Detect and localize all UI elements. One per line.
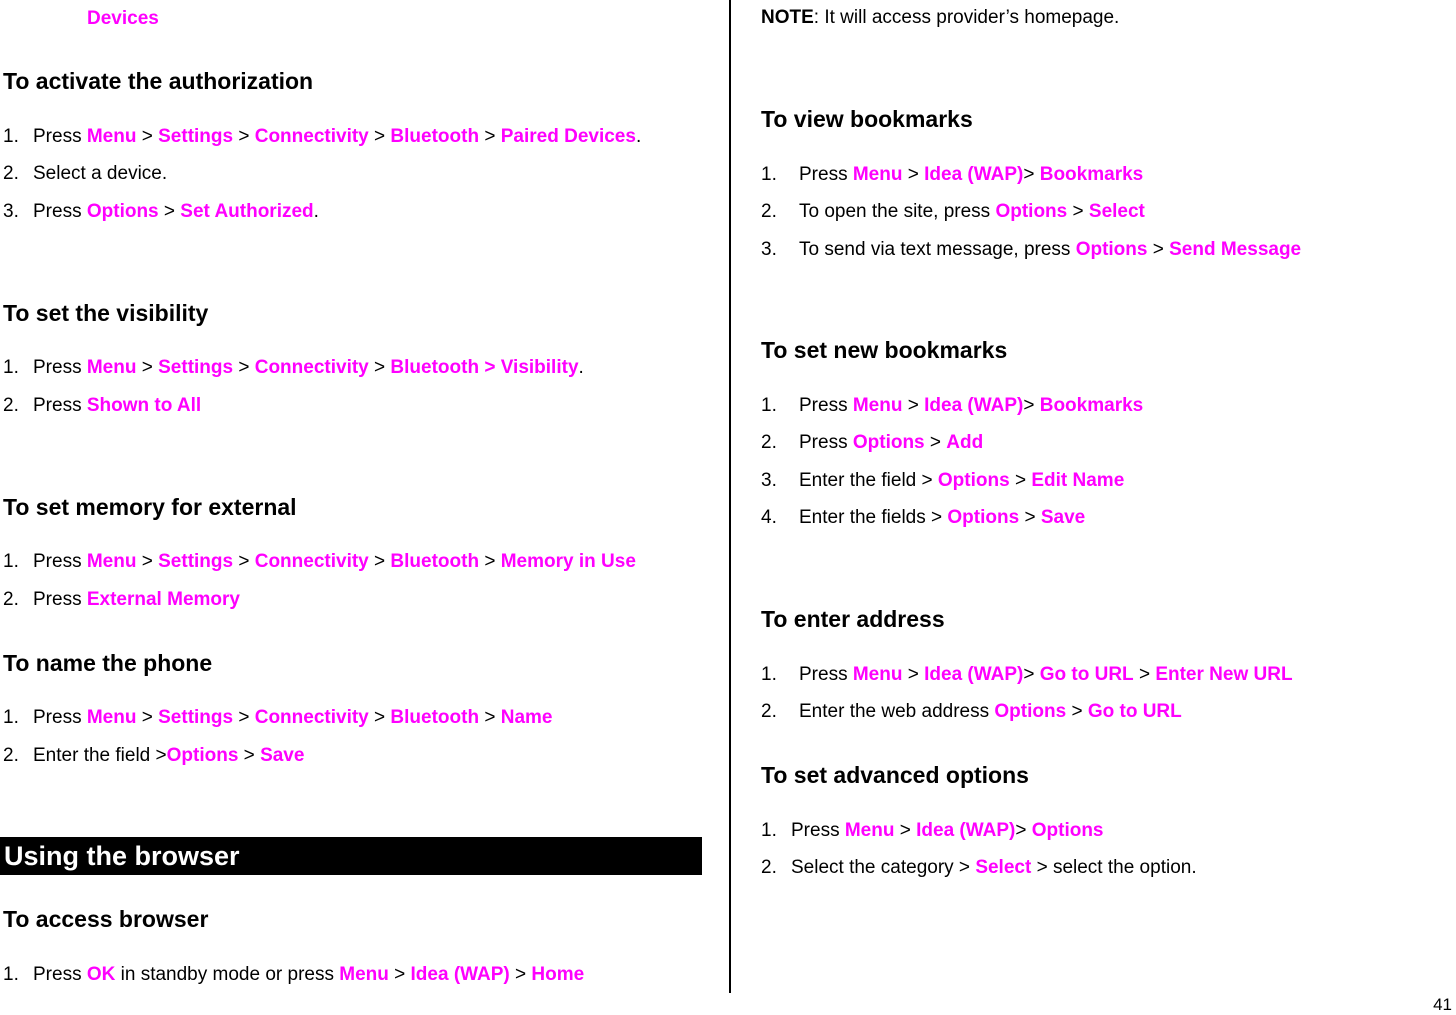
step-number: 3. [761, 239, 777, 260]
step-line [761, 201, 1145, 223]
menu-keyword: Menu [339, 964, 389, 985]
step-text: > [1067, 201, 1089, 222]
step-number: 2. [3, 745, 19, 766]
step-text: > [1023, 164, 1040, 185]
step-line [761, 857, 1197, 879]
section-title: To set memory for external [3, 494, 297, 520]
step-text: Press [33, 707, 87, 728]
menu-keyword: Go to URL [1087, 701, 1182, 722]
step-number: 1. [761, 664, 777, 685]
menu-keyword: Idea (WAP) [924, 395, 1024, 416]
page-number: 41 [1433, 995, 1452, 1014]
step-text: Press [33, 551, 87, 572]
menu-keyword: Select [975, 857, 1032, 878]
step-number: 2. [3, 395, 19, 416]
step-text: > [902, 664, 925, 685]
step-line [3, 745, 304, 767]
step-text: Press [33, 964, 87, 985]
menu-keyword: Bookmarks [1039, 395, 1144, 416]
step-text: > [1147, 239, 1170, 260]
menu-keyword: Idea (WAP) [924, 164, 1024, 185]
step-line [761, 507, 1085, 529]
step-text: Select a device. [33, 163, 168, 184]
step-line [3, 395, 201, 417]
step-number: 4. [761, 507, 777, 528]
menu-keyword: Idea (WAP) [410, 964, 510, 985]
menu-keyword: Bluetooth > Visibility [390, 357, 579, 378]
menu-keyword: Options [1075, 239, 1148, 260]
step-text: in standby mode or press [115, 964, 340, 985]
step-line [3, 357, 584, 379]
step-text: > [233, 551, 255, 572]
menu-keyword: Menu [86, 126, 137, 147]
step-text: > [368, 357, 391, 378]
step-line [761, 432, 983, 454]
menu-keyword: Menu [844, 820, 895, 841]
section-title: To set new bookmarks [761, 337, 1008, 363]
menu-keyword: Options [995, 201, 1068, 222]
step-text: > [136, 357, 159, 378]
step-line [761, 239, 1301, 261]
step-line [3, 126, 641, 148]
section-title: To set advanced options [761, 762, 1029, 788]
step-text: Press [791, 820, 845, 841]
step-number: 1. [761, 820, 777, 841]
section-title: To enter address [761, 606, 945, 632]
section-title: To activate the authorization [3, 68, 314, 94]
menu-keyword: Name [500, 707, 553, 728]
section-title: To access browser [3, 906, 209, 932]
menu-keyword: Bluetooth [390, 126, 480, 147]
step-text: > [1019, 507, 1041, 528]
menu-keyword: Menu [86, 707, 137, 728]
menu-keyword: Options [1031, 820, 1104, 841]
menu-keyword: Idea (WAP) [916, 820, 1016, 841]
step-line [761, 664, 1293, 686]
menu-keyword: Idea (WAP) [924, 664, 1024, 685]
menu-keyword: Options [852, 432, 925, 453]
step-text: > [233, 126, 255, 147]
menu-keyword: Set Authorized [180, 201, 314, 222]
step-text: Press [33, 589, 87, 610]
step-line [761, 701, 1182, 723]
step-number: 2. [761, 701, 777, 722]
step-line [761, 164, 1143, 186]
step-text: > [1023, 395, 1040, 416]
menu-keyword: Settings [158, 551, 234, 572]
step-text: Press [799, 395, 853, 416]
menu-keyword: Send Message [1169, 239, 1302, 260]
step-text: Select the category > [791, 857, 976, 878]
menu-keyword: Settings [158, 357, 234, 378]
step-text: > [136, 551, 159, 572]
step-text: > [894, 820, 917, 841]
menu-keyword: Options [937, 470, 1010, 491]
step-text: > [1133, 664, 1156, 685]
step-text: Enter the field > [799, 470, 938, 491]
menu-keyword: Menu [86, 357, 137, 378]
menu-keyword: Bluetooth [390, 551, 480, 572]
step-text: > select the option. [1031, 857, 1197, 878]
menu-keyword: Go to URL [1039, 664, 1134, 685]
menu-keyword: Connectivity [254, 357, 369, 378]
step-text: > [479, 707, 501, 728]
menu-keyword: Bluetooth [390, 707, 480, 728]
step-text: > [1015, 820, 1032, 841]
step-line [3, 163, 167, 185]
step-text: > [902, 164, 925, 185]
menu-keyword: Connectivity [254, 551, 369, 572]
menu-keyword: Menu [852, 664, 903, 685]
step-text: Press [33, 357, 87, 378]
step-text: To send via text message, press [799, 239, 1076, 260]
menu-keyword: Options [86, 201, 159, 222]
note-text: : It will access provider’s homepage. [813, 7, 1120, 28]
step-text: > [136, 126, 159, 147]
step-number: 3. [3, 201, 19, 222]
step-text: Press [33, 126, 87, 147]
column-divider [729, 0, 731, 993]
top-fragment: Devices [87, 8, 159, 29]
step-number: 2. [3, 589, 19, 610]
step-number: 3. [761, 470, 777, 491]
step-text: > [509, 964, 532, 985]
menu-keyword: Options [994, 701, 1067, 722]
menu-keyword: Connectivity [254, 707, 369, 728]
step-text: > [238, 745, 261, 766]
step-text: > [479, 126, 501, 147]
menu-keyword: Options [166, 745, 239, 766]
menu-keyword: Menu [852, 164, 903, 185]
step-line [761, 820, 1104, 842]
menu-keyword: Memory in Use [500, 551, 636, 572]
menu-keyword: Connectivity [254, 126, 369, 147]
menu-keyword: Settings [158, 707, 234, 728]
step-number: 2. [761, 432, 777, 453]
step-number: 2. [3, 163, 19, 184]
step-line [3, 551, 636, 573]
step-line [761, 470, 1124, 492]
step-text: > [233, 707, 255, 728]
note-line [761, 7, 1119, 29]
step-number: 1. [761, 395, 777, 416]
menu-keyword: Menu [852, 395, 903, 416]
step-text: > [1066, 701, 1088, 722]
step-text: Press [799, 432, 853, 453]
step-text: > [479, 551, 501, 572]
step-line [3, 964, 584, 986]
menu-keyword: Shown to All [86, 395, 202, 416]
step-text: . [313, 201, 319, 222]
menu-keyword: Paired Devices [500, 126, 636, 147]
step-number: 1. [3, 551, 19, 572]
step-text: Enter the web address [799, 701, 995, 722]
menu-keyword: Select [1088, 201, 1145, 222]
step-text: To open the site, press [799, 201, 996, 222]
menu-keyword: OK [86, 964, 116, 985]
note-label: NOTE [761, 7, 814, 28]
menu-keyword: Save [260, 745, 305, 766]
menu-keyword: Settings [158, 126, 234, 147]
step-text: > [924, 432, 947, 453]
menu-keyword: Options [947, 507, 1020, 528]
step-number: 2. [761, 201, 777, 222]
menu-keyword: Home [531, 964, 585, 985]
section-banner: Using the browser [0, 837, 702, 875]
step-text: Press [33, 395, 87, 416]
step-line [3, 589, 240, 611]
step-number: 1. [3, 126, 19, 147]
menu-keyword: External Memory [86, 589, 240, 610]
step-text: . [578, 357, 584, 378]
menu-keyword: Save [1040, 507, 1086, 528]
section-title: To name the phone [3, 650, 213, 676]
menu-keyword: Menu [86, 551, 137, 572]
step-text: > [368, 126, 391, 147]
step-number: 1. [761, 164, 777, 185]
step-line [3, 201, 319, 223]
menu-keyword: Bookmarks [1039, 164, 1144, 185]
step-number: 2. [761, 857, 777, 878]
step-text: > [388, 964, 411, 985]
step-number: 1. [3, 707, 19, 728]
step-text: > [136, 707, 159, 728]
step-text: > [368, 551, 391, 572]
step-text: Press [33, 201, 87, 222]
section-title: To set the visibility [3, 300, 209, 326]
menu-keyword: Edit Name [1031, 470, 1125, 491]
step-text: . [635, 126, 642, 147]
step-text: Enter the fields > [799, 507, 948, 528]
section-title: To view bookmarks [761, 106, 973, 132]
step-text: > [902, 395, 925, 416]
step-line [3, 707, 552, 729]
step-text: Enter the field > [33, 745, 167, 766]
step-text: > [233, 357, 255, 378]
step-number: 1. [3, 357, 19, 378]
step-number: 1. [3, 964, 19, 985]
step-text: > [158, 201, 181, 222]
step-text: Press [799, 164, 853, 185]
step-text: Press [799, 664, 853, 685]
menu-keyword: Enter New URL [1155, 664, 1293, 685]
step-line [761, 395, 1143, 417]
step-text: > [368, 707, 391, 728]
menu-keyword: Add [946, 432, 984, 453]
step-text: > [1009, 470, 1032, 491]
step-text: > [1023, 664, 1040, 685]
